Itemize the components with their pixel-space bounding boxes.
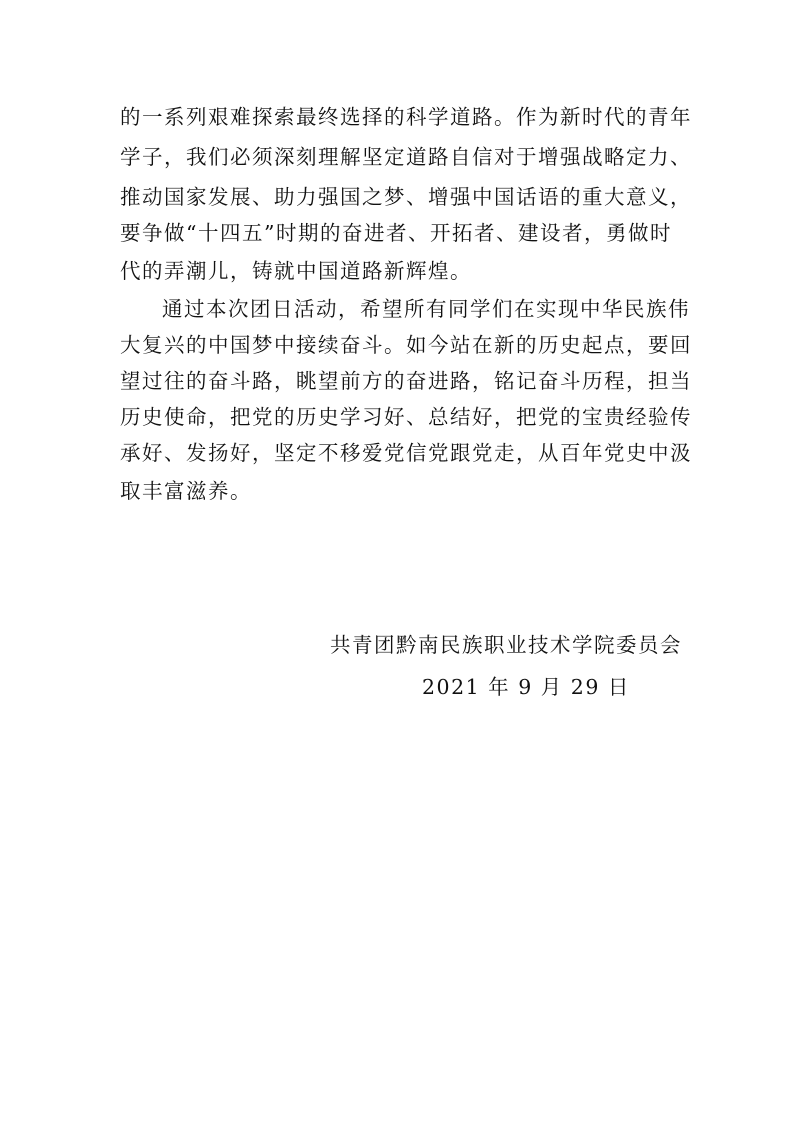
paragraph1-line-1: 的一系列艰难探索最终选择的科学道路。作为新时代的青年 bbox=[120, 105, 692, 129]
paragraph2-line-3: 望过往的奋斗路，眺望前方的奋进路，铭记奋斗历程，担当 bbox=[120, 369, 692, 393]
paragraph2-line-1: 通过本次团日活动，希望所有同学们在实现中华民族伟 bbox=[162, 297, 690, 321]
paragraph2-line-6: 取丰富滋养。 bbox=[120, 479, 252, 503]
paragraph1-line-3: 推动国家发展、助力强国之梦、增强中国话语的重大意义， bbox=[120, 185, 692, 209]
paragraph2-line-4: 历史使命，把党的历史学习好、总结好，把党的宝贵经验传 bbox=[120, 405, 692, 429]
signature-organization: 共青团黔南民族职业技术学院委员会 bbox=[330, 633, 682, 657]
paragraph1-line-4: 要争做“十四五”时期的奋进者、开拓者、建设者，勇做时 bbox=[120, 221, 672, 245]
paragraph1-line-2: 学子，我们必须深刻理解坚定道路自信对于增强战略定力、 bbox=[120, 145, 692, 169]
signature-date: 2021 年 9 月 29 日 bbox=[422, 675, 630, 699]
paragraph2-line-2: 大复兴的中国梦中接续奋斗。如今站在新的历史起点，要回 bbox=[120, 333, 692, 357]
paragraph1-line-5: 代的弄潮儿，铸就中国道路新辉煌。 bbox=[120, 259, 472, 283]
paragraph2-line-5: 承好、发扬好，坚定不移爱党信党跟党走，从百年党史中汲 bbox=[120, 441, 692, 465]
